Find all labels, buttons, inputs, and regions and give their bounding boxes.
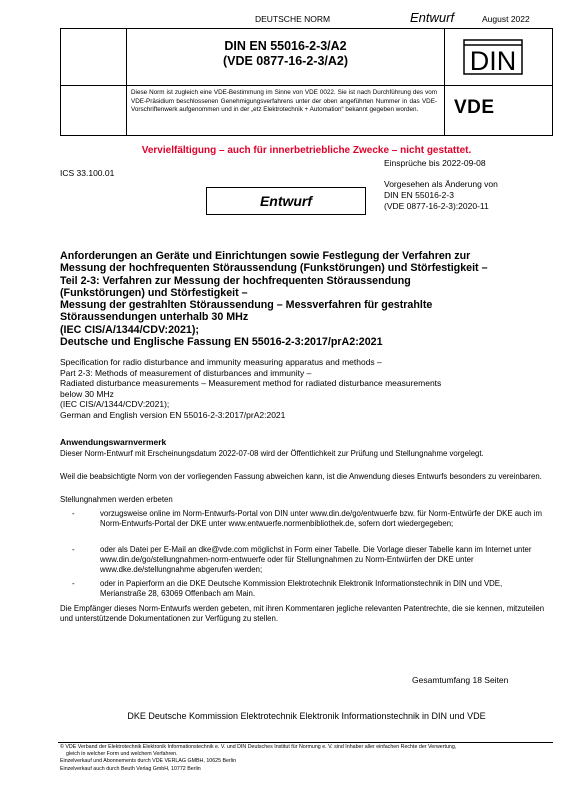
application-paragraph: Dieser Norm-Entwurf mit Erscheinungsdatum 2022-07-08 wird der Öffentlichkeit zur Prüfung und Stellungnahme vorgelegt. xyxy=(60,449,484,458)
objection-deadline: Einsprüche bis 2022-09-08 xyxy=(384,158,486,168)
norm-type-label: DEUTSCHE NORM xyxy=(255,14,331,24)
dke-publisher: DKE Deutsche Kommission Elektrotechnik Elektronik Informationstechnik in DIN und VDE xyxy=(127,711,486,721)
divider xyxy=(58,742,553,743)
list-item-text: vorzugsweise online im Norm-Entwurfs-Portal von DIN unter www.din.de/go/entwuerfe bzw. für Norm-Entwürfe der DKE auch im Norm-Entwurfs-Portal der DKE unter www.entwuerfe.normenbibliothek.de, sofern dort wiedergegeben; xyxy=(100,509,542,528)
vde-note: Diese Norm ist zugleich eine VDE-Bestimmung im Sinne von VDE 0022. Sie ist nach Durchführung des vom VDE-Präsidium beschlossenen Genehmigungsverfahrens unter der oben angeführten Nummer in das VDE-Vorschriftenwerk aufgenommen und in der „etz Elektrotechnik + Automation“ bekannt gegeben worden. xyxy=(131,89,437,114)
divider xyxy=(444,29,445,135)
title-line: (IEC CIS/A/1344/CDV:2021); xyxy=(60,323,199,336)
title-line: below 30 MHz xyxy=(60,388,114,399)
status-label: Entwurf xyxy=(410,10,455,25)
ics-code: ICS 33.100.01 xyxy=(60,168,115,178)
publication-date: August 2022 xyxy=(482,14,530,24)
intended-amendment-line: Vorgesehen als Änderung von xyxy=(384,179,498,189)
application-paragraph: Weil die beabsichtigte Norm von der vorliegenden Fassung abweichen kann, ist die Anwendung dieses Entwurfs besonders zu vereinbaren. xyxy=(60,472,542,481)
document-number xyxy=(127,39,444,69)
title-line: Teil 2-3: Verfahren zur Messung der hochfrequenten Störaussendung xyxy=(60,274,411,287)
footer-line: © VDE Verband der Elektrotechnik Elektronik Informationstechnik e. V. und DIN Deutsches Institut für Normung e. V. sind Inhaber aller einfachen Rechte der Verwertung, xyxy=(60,744,457,750)
title-line: Anforderungen an Geräte und Einrichtungen sowie Festlegung der Verfahren zur xyxy=(60,250,471,262)
intended-amendment xyxy=(384,179,498,212)
total-pages: Gesamtumfang 18 Seiten xyxy=(412,675,509,685)
intended-amendment-line: DIN EN 55016-2-3 xyxy=(384,190,454,200)
application-warning-heading: Anwendungswarnvermerk xyxy=(60,437,167,447)
reproduction-notice: Vervielfältigung – auch für innerbetriebliche Zwecke – nicht gestattet. xyxy=(141,145,472,156)
bullet-dash: - xyxy=(72,579,75,588)
title-german xyxy=(60,250,553,348)
bullet-dash: - xyxy=(72,509,75,518)
footer-line: Einzelverkauf und Abonnements durch VDE VERLAG GMBH, 10625 Berlin xyxy=(60,758,237,765)
title-line: Deutsche und Englische Fassung EN 55016-2-3:2017/prA2:2021 xyxy=(60,336,383,349)
application-paragraph: Die Empfänger dieses Norm-Entwurfs werden gebeten, mit ihren Kommentaren jegliche relevanten Patentrechte, die sie kennen, mitzuteilen und unterstützende Dokumentationen zur Verfügung zu stellen. xyxy=(60,604,545,623)
list-item-text: oder als Datei per E-Mail an dke@vde.com möglichst in Form einer Tabelle. Die Vorlage dieser Tabelle kann im Internet unter www.din.de/go/stellungnahmen-norm-entwuerfe oder für Stellungnahmen zu Norm-Entwürfen der DKE unter www.dke.de/stellungnahme abgerufen werden; xyxy=(100,545,532,574)
title-line: German and English version EN 55016-2-3:2017/prA2:2021 xyxy=(60,409,286,420)
title-line: Störaussendungen unterhalb 30 MHz xyxy=(60,311,249,324)
din-logo-icon xyxy=(463,39,523,75)
title-line: Messung der gestrahlten Störaussendung – Messverfahren für gestrahlte xyxy=(60,299,433,312)
document-number-vde: (VDE 0877-16-2-3/A2) xyxy=(222,54,349,68)
list-item-text: oder in Papierform an die DKE Deutsche Kommission Elektrotechnik Elektronik Informationstechnik in DIN und VDE, Merianstraße 28, 63069 Offenbach am Main. xyxy=(100,579,503,598)
title-line: (IEC CIS/A/1344/CDV:2021); xyxy=(60,399,170,409)
title-line: Specification for radio disturbance and immunity measuring apparatus and methods – xyxy=(60,357,382,367)
title-line: Radiated disturbance measurements – Measurement method for radiated disturbance measurements xyxy=(60,378,442,388)
bullet-dash: - xyxy=(72,545,75,554)
din-logo-text: DIN xyxy=(469,46,517,75)
header-box xyxy=(60,28,553,136)
document-number-line: DIN EN 55016-2-3/A2 xyxy=(224,39,347,53)
title-english xyxy=(60,357,553,420)
intended-amendment-line: (VDE 0877-16-2-3):2020-11 xyxy=(384,201,489,211)
title-line: (Funkstörungen) und Störfestigkeit – xyxy=(60,286,248,299)
copyright-footer xyxy=(60,744,553,773)
divider xyxy=(61,85,552,86)
footer-line: Einzelverkauf auch durch Beuth Verlag GmbH, 10772 Berlin xyxy=(60,765,201,772)
application-paragraph: Stellungnahmen werden erbeten xyxy=(60,495,173,504)
title-line: Messung der hochfrequenten Störaussendung (Funkstörungen) und Störfestigkeit – xyxy=(60,262,488,275)
footer-line: gleich in welcher Form und welchem Verfahren. xyxy=(66,751,178,758)
draft-stamp: Entwurf xyxy=(206,187,366,215)
title-line: Part 2-3: Methods of measurement of disturbances and immunity – xyxy=(60,367,312,378)
vde-logo-icon: VDE xyxy=(454,97,495,118)
